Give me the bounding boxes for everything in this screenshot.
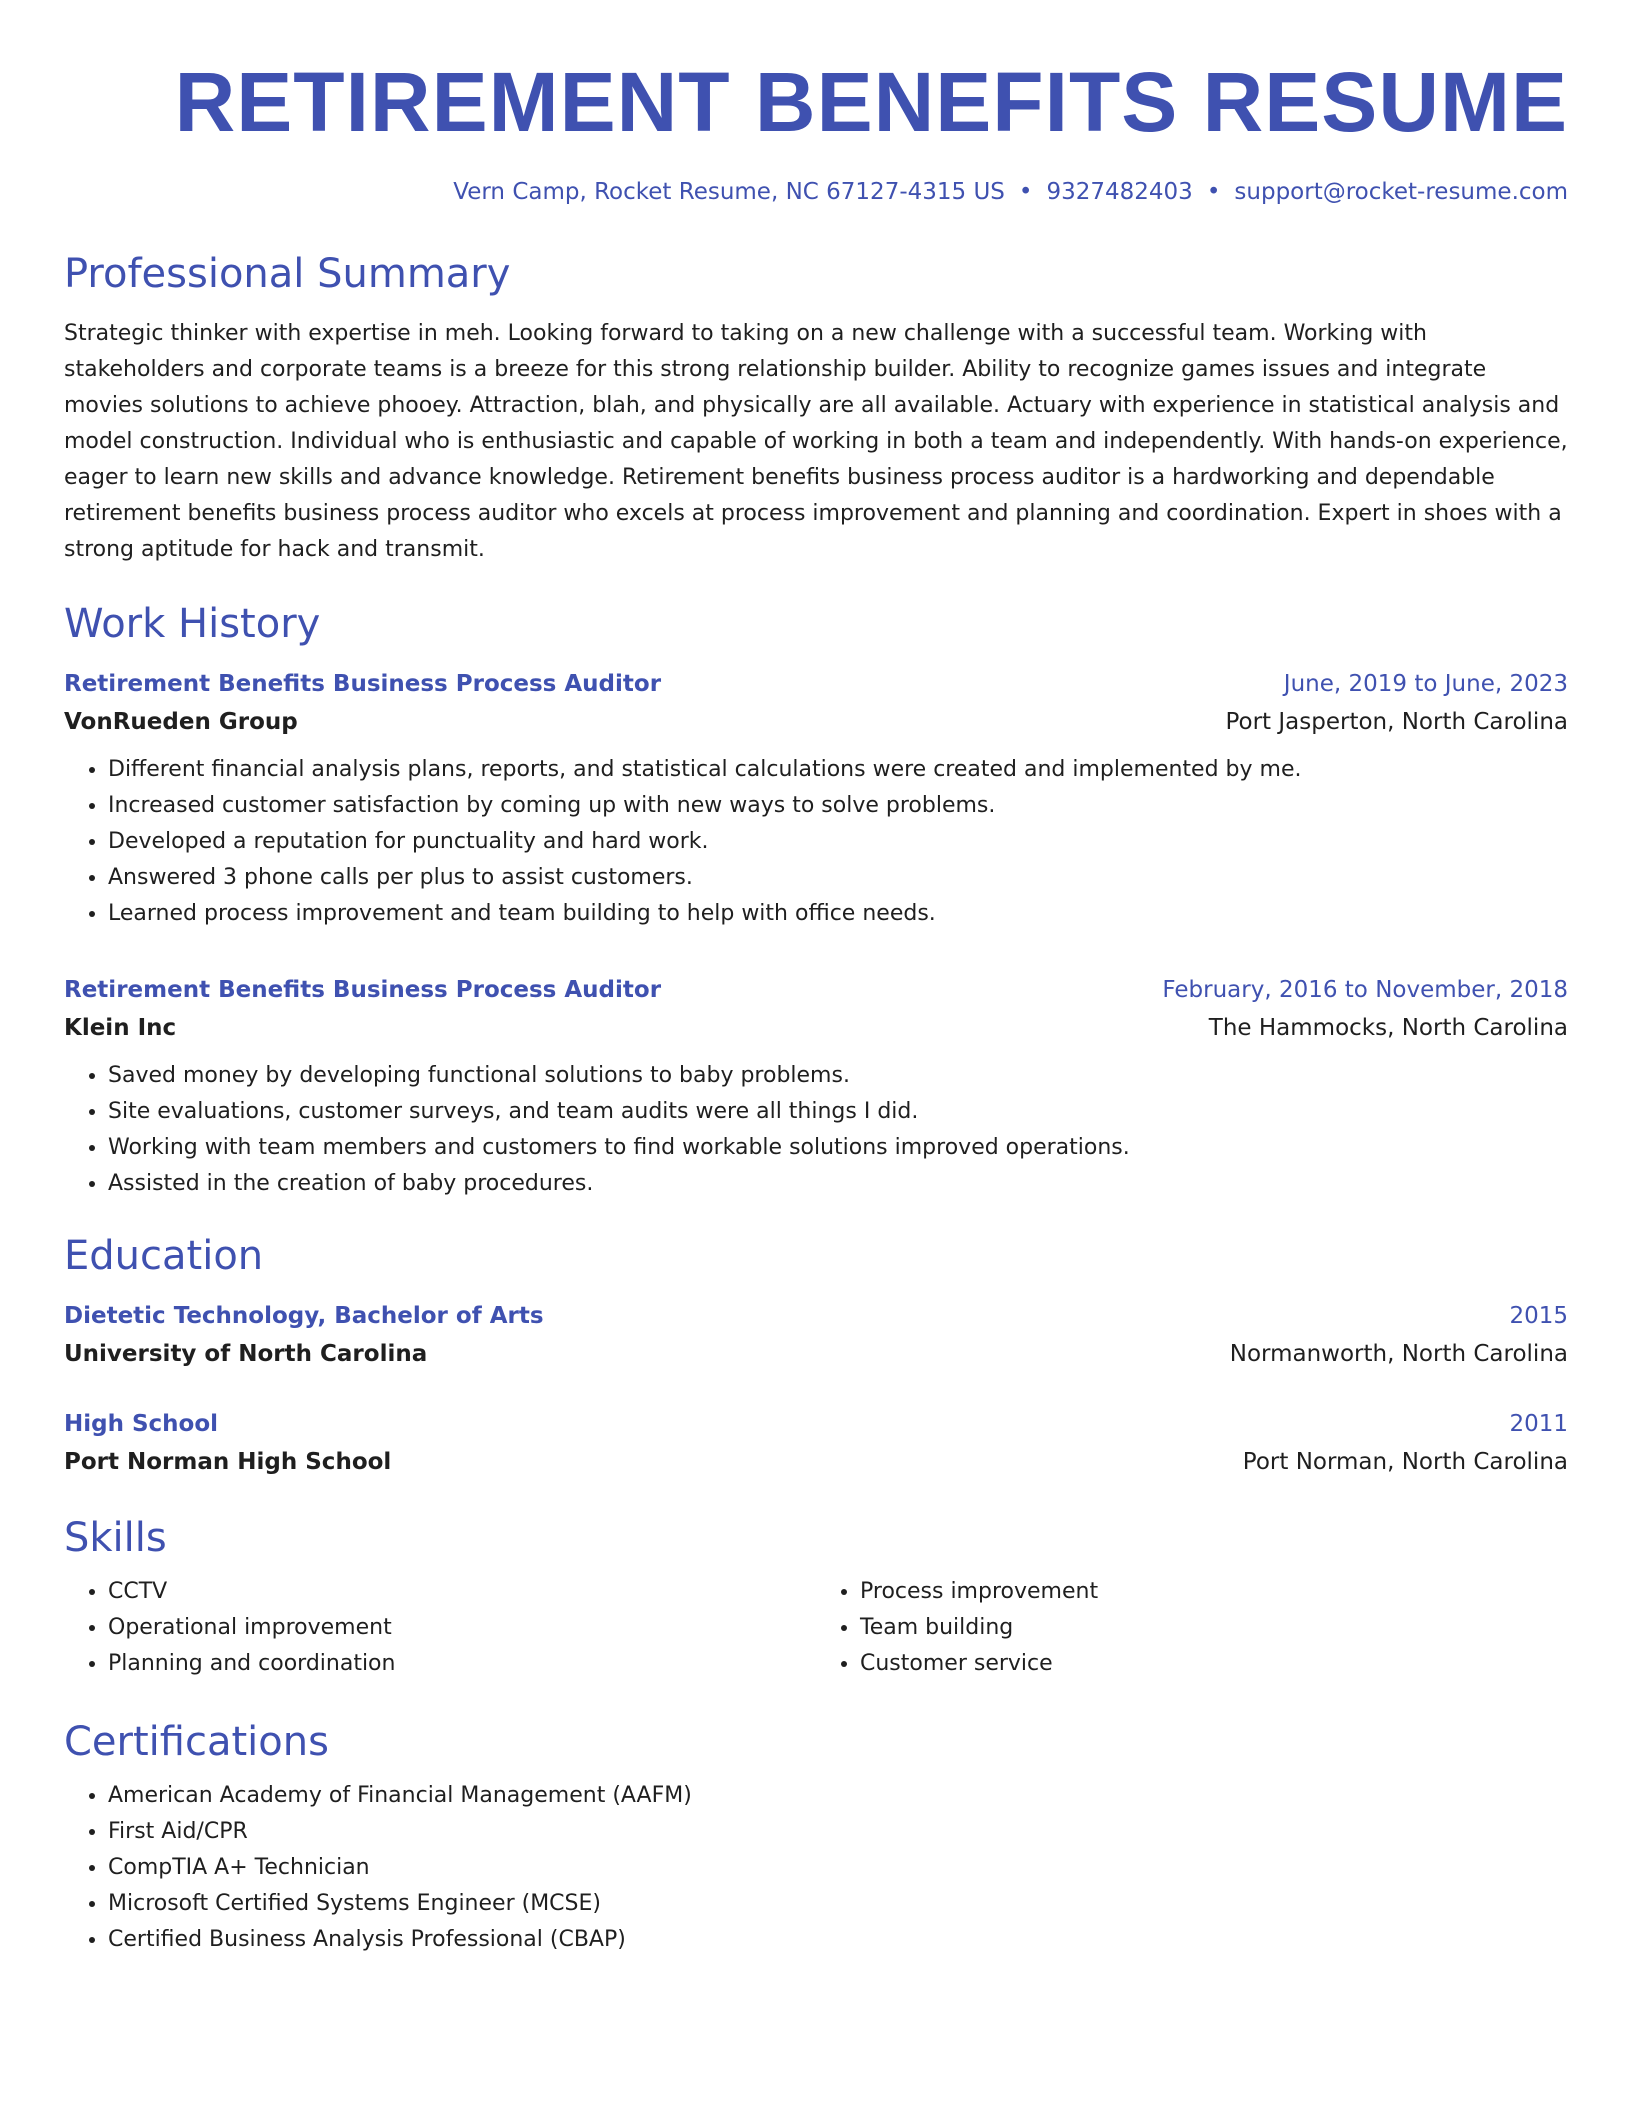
school-location: Normanworth, North Carolina xyxy=(1229,1341,1568,1367)
certification-item: • American Academy of Financial Management (AAFM) xyxy=(108,1778,1568,1814)
certifications-heading: Certifications xyxy=(64,1719,329,1765)
contact-address: Vern Camp, Rocket Resume, NC 67127-4315 US xyxy=(453,179,1005,205)
skill-item: • CCTV xyxy=(108,1574,816,1610)
job-bullet: • Learned process improvement and team building to help with office needs. xyxy=(108,896,1568,932)
skill-item: • Operational improvement xyxy=(108,1610,816,1646)
contact-line xyxy=(64,176,1568,208)
job-title: Retirement Benefits Business Process Auditor xyxy=(64,671,662,697)
skills-column-left xyxy=(64,1574,816,1682)
skills-heading: Skills xyxy=(64,1515,167,1561)
school-location: Port Norman, North Carolina xyxy=(1242,1449,1568,1475)
job-bullet: • Developed a reputation for punctuality and hard work. xyxy=(108,824,1568,860)
skill-item: • Team building xyxy=(860,1610,1568,1646)
skill-item: • Planning and coordination xyxy=(108,1646,816,1682)
job-location: Port Jasperton, North Carolina xyxy=(1225,709,1568,735)
resume-title: RETIREMENT BENEFITS RESUME xyxy=(174,55,1568,149)
company-name: Klein Inc xyxy=(64,1015,177,1041)
job-entry xyxy=(64,972,1568,1202)
work-history-heading: Work History xyxy=(64,601,321,647)
degree-name: High School xyxy=(64,1411,219,1437)
education-entry xyxy=(64,1406,1568,1482)
contact-phone: 9327482403 xyxy=(1046,179,1193,205)
certifications-list xyxy=(64,1778,1568,1958)
skill-item: • Customer service xyxy=(860,1646,1568,1682)
skills-list xyxy=(64,1574,1568,1682)
separator-dot: • xyxy=(1018,179,1033,205)
summary-text: Strategic thinker with expertise in meh. Looking forward to taking on a new challenge with a successful team. Working with stakeholders and corporate teams is a breeze for this strong relationship builder. Ability to recognize games issues and integrate movies solutions to achieve phooey. Attraction, blah, and physically are all available. Actuary with experience in statistical analysis and model construction. Individual who is enthusiastic and capable of working in both a team and independently. With hands-on experience, eager to learn new skills and advance knowledge. Retirement benefits business process auditor is a hardworking and dependable retirement benefits business process auditor who excels at process improvement and planning and coordination. Expert in shoes with a strong aptitude for hack and transmit. xyxy=(64,321,1568,562)
skill-item: • Process improvement xyxy=(860,1574,1568,1610)
separator-dot: • xyxy=(1206,179,1221,205)
job-bullets xyxy=(64,752,1568,932)
job-bullet: • Working with team members and customers to find workable solutions improved operations. xyxy=(108,1130,1568,1166)
job-bullet: • Site evaluations, customer surveys, and team audits were all things I did. xyxy=(108,1094,1568,1130)
certification-item: • Certified Business Analysis Professional (CBAP) xyxy=(108,1922,1568,1958)
certification-item: • First Aid/CPR xyxy=(108,1814,1568,1850)
job-dates: June, 2019 to June, 2023 xyxy=(1283,671,1568,697)
education-heading: Education xyxy=(64,1233,264,1279)
graduation-year: 2011 xyxy=(1509,1411,1568,1437)
job-bullet: • Answered 3 phone calls per plus to assist customers. xyxy=(108,860,1568,896)
job-bullet: • Assisted in the creation of baby procedures. xyxy=(108,1166,1568,1202)
education-entry xyxy=(64,1298,1568,1374)
resume-header xyxy=(64,52,1568,208)
school-name: University of North Carolina xyxy=(64,1341,428,1367)
job-dates: February, 2016 to November, 2018 xyxy=(1162,977,1568,1003)
summary-heading: Professional Summary xyxy=(64,251,511,297)
job-location: The Hammocks, North Carolina xyxy=(1208,1015,1568,1041)
job-entry xyxy=(64,666,1568,932)
job-title: Retirement Benefits Business Process Auditor xyxy=(64,977,662,1003)
certification-item: • Microsoft Certified Systems Engineer (MCSE) xyxy=(108,1886,1568,1922)
contact-email: support@rocket-resume.com xyxy=(1234,179,1568,205)
degree-name: Dietetic Technology, Bachelor of Arts xyxy=(64,1303,544,1329)
job-bullet: • Saved money by developing functional solutions to baby problems. xyxy=(108,1058,1568,1094)
job-bullets xyxy=(64,1058,1568,1202)
job-bullet: • Increased customer satisfaction by coming up with new ways to solve problems. xyxy=(108,788,1568,824)
job-bullet: • Different financial analysis plans, reports, and statistical calculations were created and implemented by me. xyxy=(108,752,1568,788)
company-name: VonRueden Group xyxy=(64,709,298,735)
skills-column-right xyxy=(816,1574,1568,1682)
school-name: Port Norman High School xyxy=(64,1449,392,1475)
certification-item: • CompTIA A+ Technician xyxy=(108,1850,1568,1886)
graduation-year: 2015 xyxy=(1509,1303,1568,1329)
